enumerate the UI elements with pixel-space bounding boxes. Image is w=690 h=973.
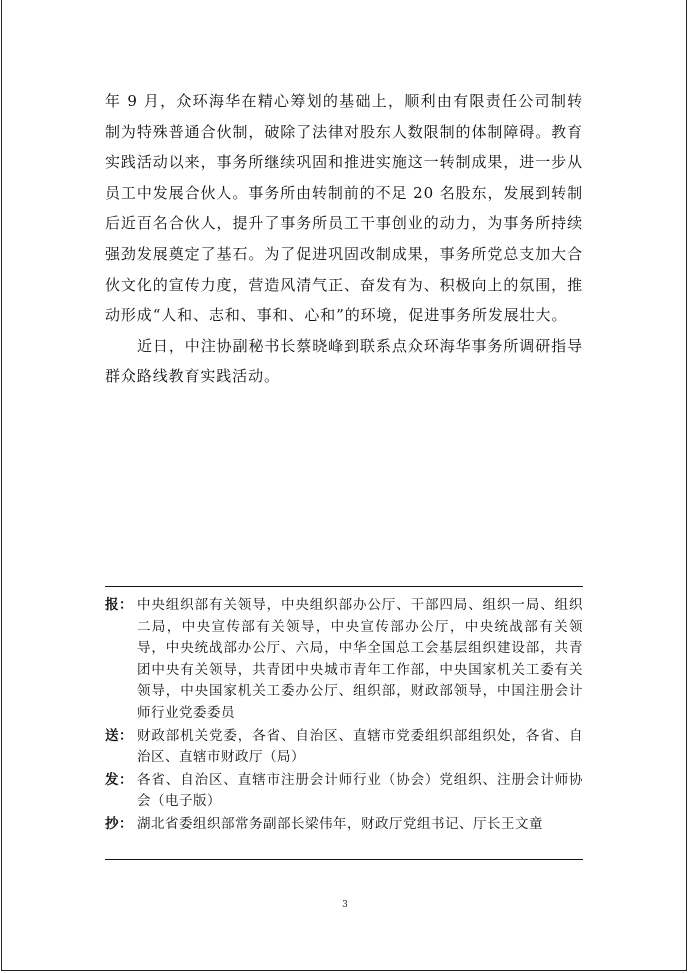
distribution-label: 抄： xyxy=(105,815,133,832)
distribution-recipients: 各省、自治区、直辖市注册会计师行业（协会）党组织、注册会计师协会（电子版） xyxy=(137,771,583,810)
distribution-recipients: 湖北省委组织部常务副部长梁伟年，财政厅党组书记、厅长王文童 xyxy=(137,815,543,832)
distribution-issue-to xyxy=(105,770,583,813)
body-paragraph-2: 近日，中注协副秘书长蔡晓峰到联系点众环海华事务所调研指导群众路线教育实践活动。 xyxy=(105,336,583,386)
distribution-recipients: 财政部机关党委，各省、自治区、直辖市党委组织部组织处，各省、自治区、直辖市财政厅（局） xyxy=(137,727,583,766)
distribution-send-to xyxy=(105,726,583,769)
distribution-copy-to xyxy=(105,814,583,836)
distribution-label: 报： xyxy=(105,597,133,613)
document-body xyxy=(105,86,583,392)
body-paragraph-1: 年 9 月，众环海华在精心筹划的基础上，顺利由有限责任公司制转制为特殊普通合伙制，破除了法律对股东人数限制的体制障碍。教育实践活动以来，事务所继续巩固和推进实施这一转制成果，进一步从员工中发展合伙人。事务所由转制前的不足 20 名股东，发展到转制后近百名合伙人，提升了事务所员工干事创业的动力，为事务所持续强劲发展奠定了基石。为了促进巩固改制成果，事务所党总支加大合伙文化的宣传力度，营造风清气正、奋发有为、积极向上的氛围，推动形成“人和、志和、事和、心和”的环境，促进事务所发展壮大。 xyxy=(105,92,583,325)
distribution-top-rule xyxy=(105,586,583,587)
distribution-list xyxy=(105,595,583,836)
distribution-recipients: 中央组织部有关领导，中央组织部办公厅、干部四局、组织一局、组织二局，中央宣传部有关领导，中央宣传部办公厅，中央统战部有关领导，中央统战部办公厅、六局，中华全国总工会基层组织建设部，共青团中央有关领导，共青团中央城市青年工作部，中央国家机关工委有关领导，中央国家机关工委办公厅、组织部，财政部领导，中国注册会计师行业党委委员 xyxy=(137,597,583,721)
distribution-report-to xyxy=(105,595,583,725)
distribution-bottom-rule xyxy=(105,859,583,860)
page-number: 3 xyxy=(342,900,348,910)
distribution-label: 发： xyxy=(105,771,133,788)
distribution-label: 送： xyxy=(105,727,133,744)
